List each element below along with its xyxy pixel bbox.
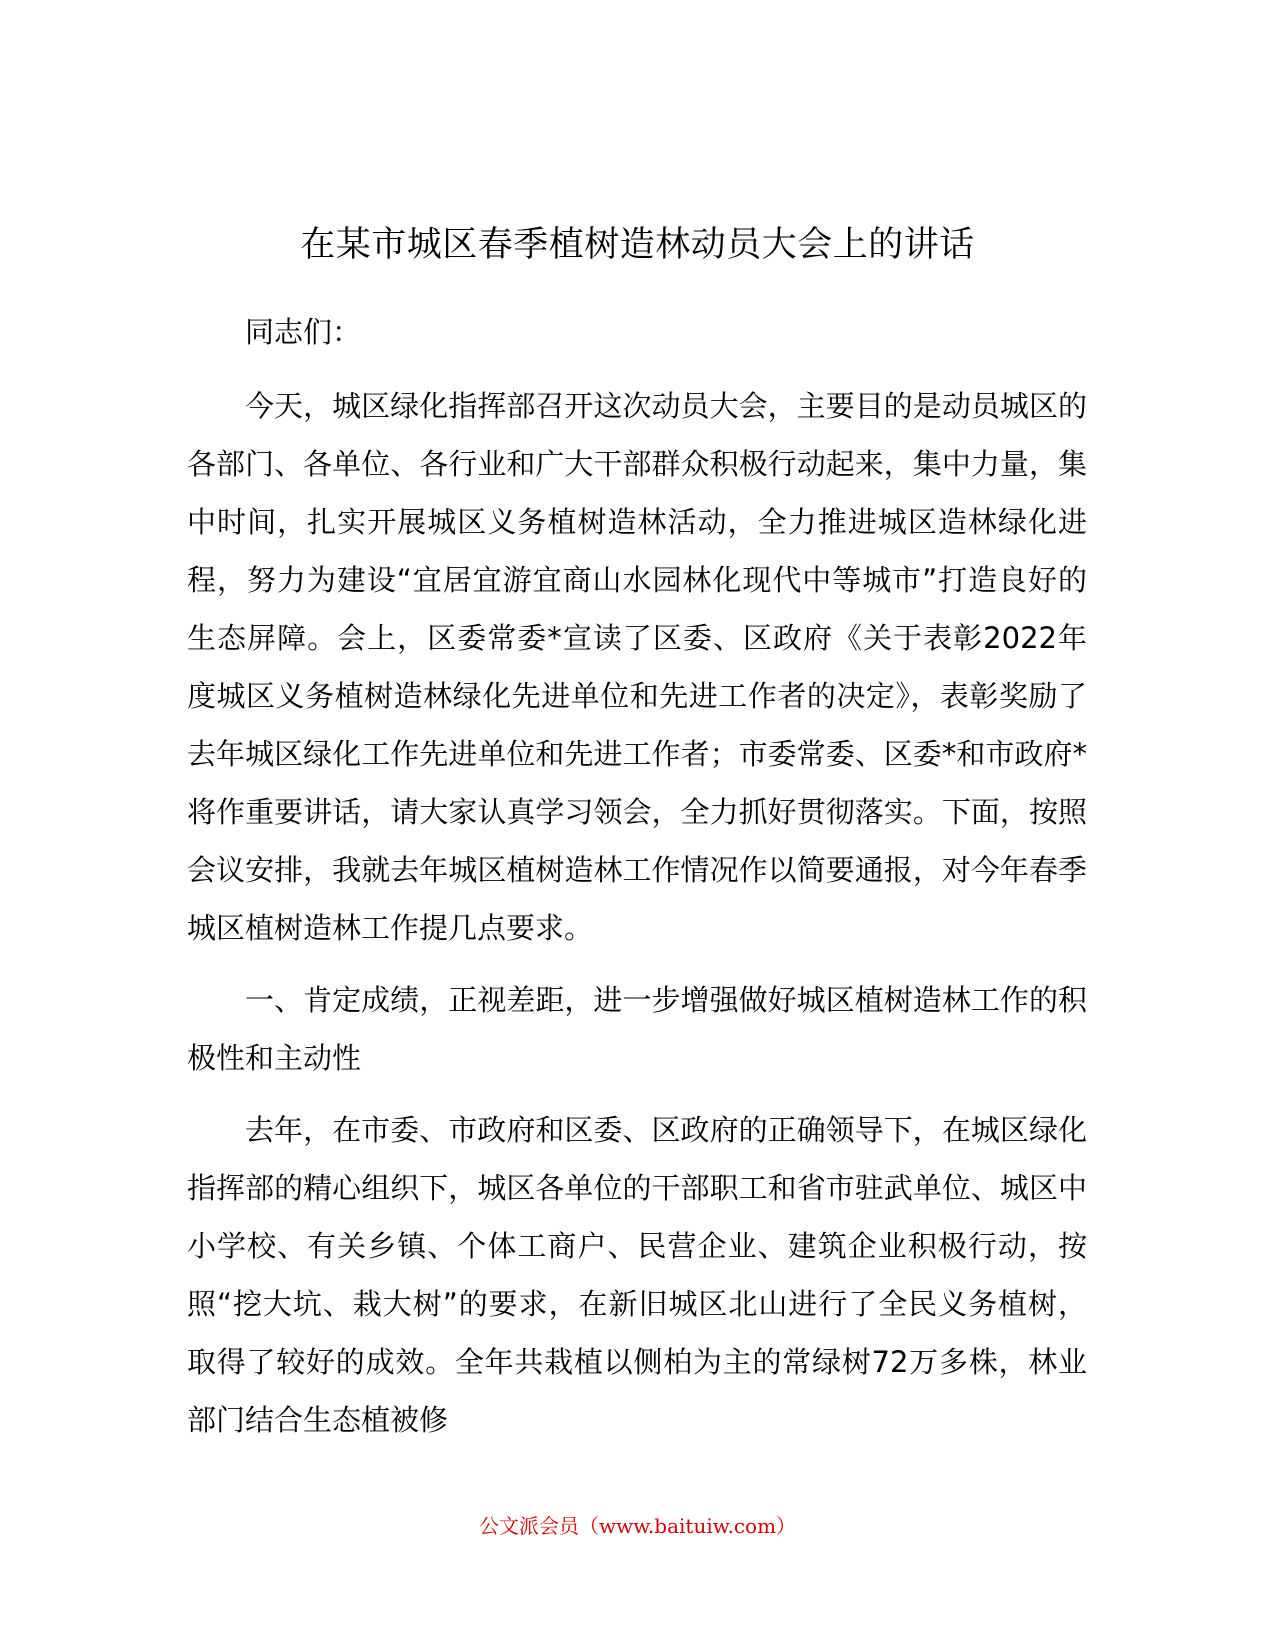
section-heading-1: 一、肯定成绩，正视差距，进一步增强做好城区植树造林工作的积极性和主动性 <box>187 983 1087 1075</box>
document-body <box>187 303 1087 1449</box>
footer-brand: 公文派会员 <box>478 1514 579 1538</box>
salutation: 同志们： <box>245 315 362 349</box>
paragraph-achievements: 去年，在市委、市政府和区委、区政府的正确领导下，在城区绿化指挥部的精心组织下，城区各单位的干部职工和省市驻武单位、城区中小学校、有关乡镇、个体工商户、民营企业、建筑企业积极行动，按照“挖大坑、栽大树”的要求，在新旧城区北山进行了全民义务植树，取得了较好的成效。全年共栽植以侧柏为主的常绿树72万多株，林业部门结合生态植被修 <box>187 1113 1087 1437</box>
paragraph-intro: 今天，城区绿化指挥部召开这次动员大会，主要目的是动员城区的各部门、各单位、各行业和广大干部群众积极行动起来，集中力量，集中时间，扎实开展城区义务植树造林活动，全力推进城区造林绿化进程，努力为建设“宜居宜游宜商山水园林化现代中等城市”打造良好的生态屏障。会上，区委常委*宣读了区委、区政府《关于表彰2022年度城区义务植树造林绿化先进单位和先进工作者的决定》，表彰奖励了去年城区绿化工作先进单位和先进工作者；市委常委、区委*和市政府*将作重要讲话，请大家认真学习领会，全力抓好贯彻落实。下面，按照会议安排，我就去年城区植树造林工作情况作以简要通报，对今年春季城区植树造林工作提几点要求。 <box>187 389 1087 945</box>
footer-url: （www.baituiw.com） <box>578 1514 797 1538</box>
footer-watermark <box>0 1512 1275 1540</box>
document-title: 在某市城区春季植树造林动员大会上的讲话 <box>300 225 975 265</box>
